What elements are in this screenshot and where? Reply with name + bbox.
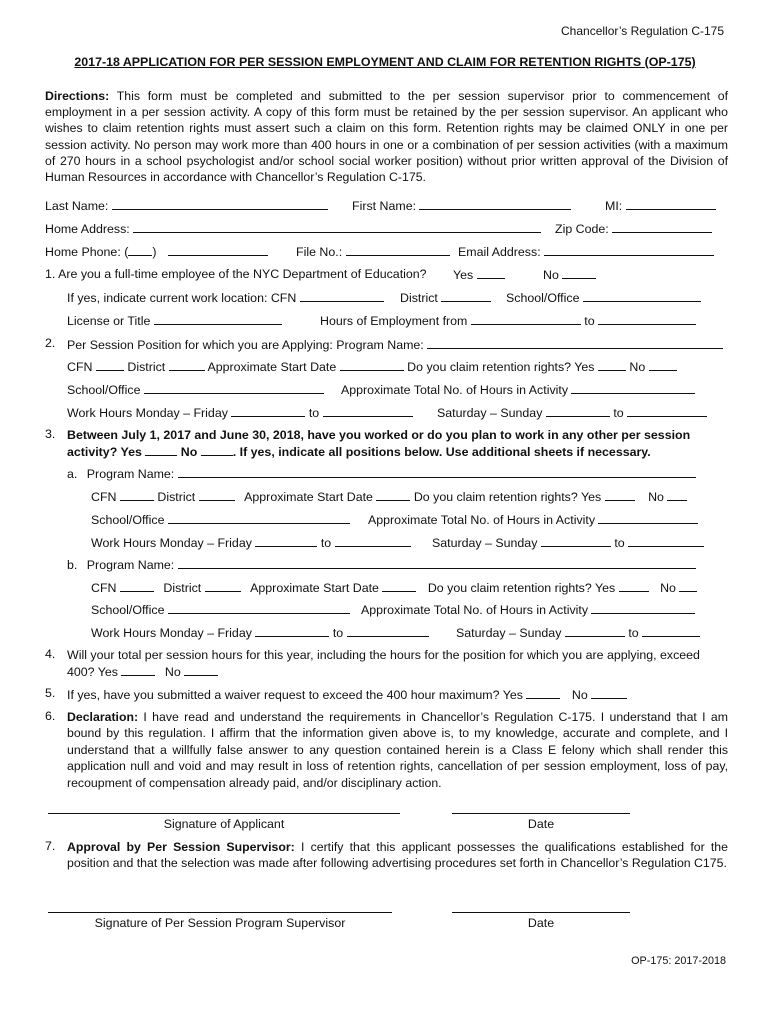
q2-claim-label: Do you claim retention rights? Yes — [407, 360, 595, 374]
q7-number: 7. — [45, 839, 56, 853]
zip-label: Zip Code: — [555, 222, 609, 236]
q3a-claim-yes-field[interactable] — [605, 488, 635, 501]
zip-field[interactable] — [612, 220, 712, 233]
file-no-row — [296, 243, 450, 260]
q3a-weekday-label: Work Hours Monday – Friday — [91, 536, 252, 550]
q2-claim-no-field[interactable] — [649, 358, 677, 371]
q2-total-row — [341, 381, 695, 398]
q3b-total-row — [361, 601, 695, 618]
q3b-no-label: No — [660, 581, 676, 595]
q1-row — [45, 266, 427, 282]
q1-to-label: to — [584, 314, 595, 328]
q3b-weekday-to-field[interactable] — [347, 624, 429, 637]
q3b-weekday-from-field[interactable] — [255, 624, 329, 637]
q2-text: Per Session Position for which you are Applying: Program Name: — [67, 338, 424, 352]
q2-row — [67, 336, 723, 353]
q1-text: 1. Are you a full-time employee of the NYC Department of Education? — [45, 267, 427, 281]
q3a-cfn-field[interactable] — [120, 488, 154, 501]
q3a-weekday-from-field[interactable] — [255, 534, 317, 547]
q3a-weekend-label: Saturday – Sunday — [432, 536, 538, 550]
directions-text: This form must be completed and submitted to the per session supervisor prior to commencement of employment in a per session activity. A copy of this form must be retained by the per session supervisor. An applicant who wishes to claim retention rights must assert such a claim on this form. Retention rights may be claimed ONLY in one per session activity. No person may work more than 400 hours in one or a combination of per session activities (with a maximum of 270 hours in a school psychologist and/or school social worker position) without prior written approval of the Division of Human Resources in accordance with Chancellor’s Regulation C-175. — [45, 89, 728, 185]
q3b-weekday-row — [91, 624, 429, 641]
home-phone-label: Home Phone: ( — [45, 245, 129, 259]
q3b-label: b. — [67, 558, 78, 572]
q1-yes-row — [453, 266, 505, 283]
q3b-school-label: School/Office — [91, 603, 165, 617]
q2-total-field[interactable] — [571, 381, 695, 394]
q3a-district-field[interactable] — [199, 488, 235, 501]
q3b-weekend-to-field[interactable] — [642, 624, 700, 637]
email-label: Email Address: — [458, 245, 541, 259]
q2-weekday-to-field[interactable] — [323, 404, 413, 417]
q1-district-label: District — [400, 291, 438, 305]
q3a-weekday-row — [91, 534, 411, 551]
q3b-total-label: Approximate Total No. of Hours in Activity — [361, 603, 589, 617]
q3b-district-label: District — [163, 581, 202, 595]
file-no-field[interactable] — [346, 243, 450, 256]
q3b-program-label: Program Name: — [86, 558, 175, 572]
q2-weekday-to-label: to — [308, 406, 320, 420]
q3b-cfn-row — [91, 579, 697, 596]
last-name-field[interactable] — [112, 197, 328, 210]
mi-row — [605, 197, 716, 214]
q5-text: If yes, have you submitted a waiver request to exceed the 400 hour maximum? Yes — [67, 688, 523, 702]
q3b-weekday-to-label: to — [332, 626, 344, 640]
supervisor-signature-label: Signature of Per Session Program Supervisor — [94, 916, 346, 930]
q3a-school-row — [91, 511, 350, 528]
q4-line2 — [67, 663, 218, 680]
q1-yes-field[interactable] — [477, 266, 505, 279]
q5-number: 5. — [45, 686, 56, 700]
q3-line2 — [67, 443, 651, 460]
q1-no-label: No — [543, 268, 559, 282]
applicant-date-line[interactable] — [452, 813, 630, 814]
q1-school-field[interactable] — [583, 289, 701, 302]
first-name-row — [352, 197, 571, 214]
q4-no-label: No — [164, 665, 181, 679]
q3a-program-label: Program Name: — [86, 467, 175, 481]
q3a-program-row — [67, 465, 696, 482]
q2-start-field[interactable] — [340, 358, 404, 371]
q3a-cfn-row — [91, 488, 687, 505]
q3a-weekend-row — [432, 534, 704, 551]
q3b-weekend-from-field[interactable] — [565, 624, 625, 637]
q3-line1: Between July 1, 2017 and June 30, 2018, have you worked or do you plan to work in any other per session — [67, 428, 691, 442]
q3a-cfn-label: CFN — [91, 490, 117, 504]
zip-row — [555, 220, 712, 237]
q3a-total-label: Approximate Total No. of Hours in Activity — [368, 513, 596, 527]
q6-number: 6. — [45, 709, 56, 723]
directions-label: Directions: — [45, 89, 110, 103]
home-phone-close: ) — [152, 245, 157, 259]
q2-weekday-label: Work Hours Monday – Friday — [67, 406, 228, 420]
q1-license-label: License or Title — [67, 314, 151, 328]
q3b-weekend-row — [456, 624, 700, 641]
mi-label: MI: — [605, 199, 623, 213]
q1-location-row — [67, 289, 384, 306]
q1-district-field[interactable] — [441, 289, 491, 302]
home-phone-field[interactable] — [168, 243, 268, 256]
q1-hours-label: Hours of Employment from — [320, 314, 468, 328]
q3b-claim-label: Do you claim retention rights? Yes — [427, 581, 616, 595]
q3-number: 3. — [45, 427, 56, 441]
q1-license-row — [67, 312, 282, 329]
q3b-weekend-label: Saturday – Sunday — [456, 626, 562, 640]
home-address-field[interactable] — [133, 220, 541, 233]
q7-label: Approval by Per Session Supervisor: — [67, 840, 295, 854]
q3a-start-label: Approximate Start Date — [244, 490, 373, 504]
q3b-program-row — [67, 556, 696, 573]
q4-number: 4. — [45, 647, 56, 661]
applicant-date-label: Date — [527, 817, 555, 831]
q3b-weekend-to-label: to — [628, 626, 639, 640]
regulation-reference: Chancellor’s Regulation C-175 — [561, 24, 724, 38]
q1-no-field[interactable] — [562, 266, 596, 279]
form-footer: OP-175: 2017-2018 — [631, 955, 726, 967]
q2-weekend-from-field[interactable] — [546, 404, 610, 417]
q3a-weekday-to-field[interactable] — [335, 534, 411, 547]
q1-hours-to-field[interactable] — [598, 312, 696, 325]
q1-location-label: If yes, indicate current work location: CFN — [67, 291, 297, 305]
q5-no-field[interactable] — [591, 686, 627, 699]
q3a-label: a. — [67, 467, 78, 481]
email-row — [458, 243, 714, 260]
q2-weekday-from-field[interactable] — [231, 404, 305, 417]
q5-yes-field[interactable] — [526, 686, 560, 699]
q1-hours-row — [320, 312, 696, 329]
q3a-start-field[interactable] — [376, 488, 410, 501]
q4-yes-field[interactable] — [121, 663, 155, 676]
q2-district-field[interactable] — [169, 358, 205, 371]
q2-cfn-row — [67, 358, 677, 375]
q1-district-row — [400, 289, 491, 306]
q4-line1: Will your total per session hours for this year, including the hours for the position for which you are applying, exceed — [67, 648, 700, 662]
q2-claim-yes-field[interactable] — [598, 358, 626, 371]
q3b-school-row — [91, 601, 350, 618]
file-no-label: File No.: — [296, 245, 343, 259]
q1-no-row — [543, 266, 596, 283]
supervisor-signature-line[interactable] — [48, 912, 392, 913]
q5-no-label: No — [571, 688, 588, 702]
q4-no-field[interactable] — [184, 663, 218, 676]
first-name-label: First Name: — [352, 199, 417, 213]
q3a-claim-no-field[interactable] — [667, 488, 687, 501]
q3b-cfn-label: CFN — [91, 581, 117, 595]
q2-school-label: School/Office — [67, 383, 141, 397]
q3a-total-field[interactable] — [598, 511, 698, 524]
q2-school-row — [67, 381, 324, 398]
q3a-weekend-to-label: to — [614, 536, 625, 550]
home-address-label: Home Address: — [45, 222, 130, 236]
q7-text: I certify that this applicant possesses the qualifications established for the position and that the selection was made after following advertising procedures set forth in Chancellor’s Regulation C175. — [67, 840, 728, 871]
q6-text: I have read and understand the requirements in Chancellor’s Regulation C-175. I understand that I am bound by this regulation. I affirm that the information given above is, to my knowledge, accurate and complete, and I understand that a willfully false answer to any question contained herein is a Class E felony which shall render this application null and void and may result in loss of retention rights, cancellation of per session employment, loss of pay, recoupment of compensation already paid, and/or disciplinary action. — [67, 710, 728, 790]
q2-program-field[interactable] — [427, 336, 723, 349]
q2-cfn-label: CFN — [67, 360, 93, 374]
q2-weekday-row — [67, 404, 413, 421]
q2-total-label: Approximate Total No. of Hours in Activity — [341, 383, 569, 397]
area-code-field[interactable] — [128, 243, 152, 256]
q3a-school-label: School/Office — [91, 513, 165, 527]
q4-yes-label: 400? Yes — [67, 665, 118, 679]
q3a-weekend-to-field[interactable] — [628, 534, 704, 547]
phone-row — [45, 243, 268, 260]
q2-number: 2. — [45, 336, 56, 350]
q3b-start-label: Approximate Start Date — [250, 581, 379, 595]
applicant-signature-label: Signature of Applicant — [163, 817, 285, 831]
q7-approval — [67, 839, 728, 872]
q1-hours-from-field[interactable] — [471, 312, 581, 325]
q3a-weekday-to-label: to — [320, 536, 332, 550]
q3a-total-row — [368, 511, 698, 528]
q3b-start-field[interactable] — [382, 579, 416, 592]
name-row — [45, 197, 328, 214]
q3b-weekday-label: Work Hours Monday – Friday — [91, 626, 252, 640]
q5-row — [67, 686, 627, 703]
q1-cfn-field[interactable] — [300, 289, 384, 302]
q3b-district-field[interactable] — [205, 579, 241, 592]
q2-weekend-label: Saturday – Sunday — [437, 406, 543, 420]
q2-weekend-to-field[interactable] — [627, 404, 707, 417]
q3a-weekend-from-field[interactable] — [541, 534, 611, 547]
q3-no-field[interactable] — [201, 443, 233, 456]
q3-no-label: No — [180, 445, 198, 459]
q2-cfn-field[interactable] — [96, 358, 124, 371]
address-row — [45, 220, 541, 237]
q3a-no-label: No — [648, 490, 664, 504]
q1-school-row — [506, 289, 701, 306]
q2-district-label: District — [127, 360, 166, 374]
q3b-total-field[interactable] — [591, 601, 695, 614]
supervisor-date-line[interactable] — [452, 912, 630, 913]
directions-paragraph — [45, 88, 728, 185]
q1-yes-label: Yes — [453, 268, 474, 282]
q3b-claim-yes-field[interactable] — [619, 579, 649, 592]
q3b-program-field[interactable] — [178, 556, 696, 569]
q2-weekend-row — [437, 404, 707, 421]
q3-yes-label: activity? Yes — [67, 445, 142, 459]
q3a-claim-label: Do you claim retention rights? Yes — [413, 490, 602, 504]
q3-instructions: . If yes, indicate all positions below. Use additional sheets if necessary. — [232, 445, 651, 459]
supervisor-date-label: Date — [527, 916, 555, 930]
mi-field[interactable] — [626, 197, 716, 210]
first-name-field[interactable] — [419, 197, 571, 210]
q3a-school-field[interactable] — [168, 511, 350, 524]
q1-license-field[interactable] — [154, 312, 282, 325]
q2-start-label: Approximate Start Date — [207, 360, 337, 374]
q3b-school-field[interactable] — [168, 601, 350, 614]
q3b-cfn-field[interactable] — [120, 579, 154, 592]
q2-no-label: No — [629, 360, 646, 374]
q2-weekend-to-label: to — [613, 406, 624, 420]
q3a-district-label: District — [157, 490, 196, 504]
q3-yes-field[interactable] — [145, 443, 177, 456]
email-field[interactable] — [544, 243, 714, 256]
last-name-label: Last Name: — [45, 199, 109, 213]
q6-declaration — [67, 709, 728, 791]
q2-school-field[interactable] — [144, 381, 324, 394]
q1-school-label: School/Office — [506, 291, 580, 305]
q6-label: Declaration: — [67, 710, 139, 724]
applicant-signature-line[interactable] — [48, 813, 400, 814]
q3b-claim-no-field[interactable] — [679, 579, 697, 592]
form-title: 2017-18 APPLICATION FOR PER SESSION EMPLOYMENT AND CLAIM FOR RETENTION RIGHTS (OP-175) — [74, 55, 696, 69]
q3a-program-field[interactable] — [178, 465, 696, 478]
